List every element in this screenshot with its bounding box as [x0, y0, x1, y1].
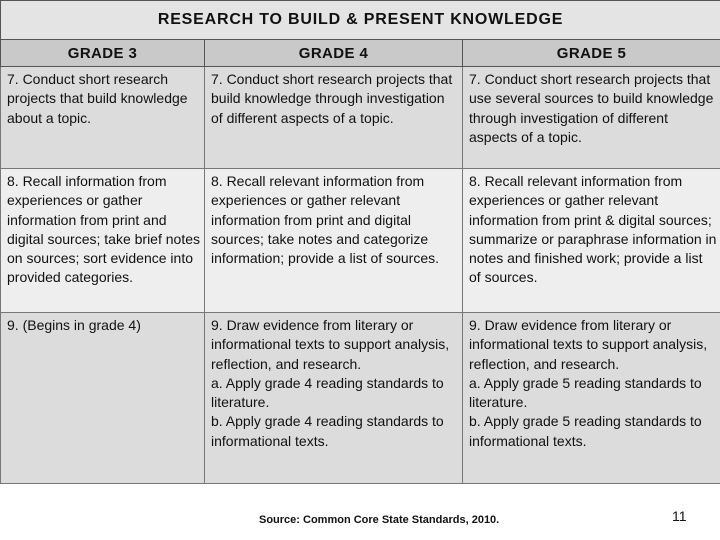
- cell-grade-4-standard-8: 8. Recall relevant information from experiences or gather relevant information from print and digital sources; take notes and categorize information; provide a list of sources.: [205, 169, 463, 313]
- source-citation: Source: Common Core State Standards, 2010.: [259, 514, 500, 526]
- cell-grade-4-standard-7: 7. Conduct short research projects that build knowledge through investigation of different aspects of a topic.: [205, 67, 463, 169]
- cell-grade-4-standard-9: 9. Draw evidence from literary or informational texts to support analysis, reflection, and research. a. Apply grade 4 reading standards to literature. b. Apply grade 4 reading standards to informational texts.: [205, 313, 463, 484]
- table-row-standard-8: [1, 169, 720, 313]
- cell-grade-3-standard-9: 9. (Begins in grade 4): [1, 313, 205, 484]
- cell-grade-5-standard-8: 8. Recall relevant information from experiences or gather relevant information from print & digital sources; summarize or paraphrase information in notes and finished work; provide a list of sources.: [463, 169, 720, 313]
- page-number: 11: [672, 508, 687, 524]
- header-grade-3: GRADE 3: [1, 40, 205, 67]
- table-row-standard-9: [1, 313, 720, 484]
- cell-grade-5-standard-7: 7. Conduct short research projects that use several sources to build knowledge through investigation of different aspects of a topic.: [463, 67, 720, 169]
- header-grade-5: GRADE 5: [463, 40, 720, 67]
- cell-grade-3-standard-8: 8. Recall information from experiences or gather information from print and digital sources; take brief notes on sources; sort evidence into provided categories.: [1, 169, 205, 313]
- cell-grade-3-standard-7: 7. Conduct short research projects that build knowledge about a topic.: [1, 67, 205, 169]
- cell-grade-5-standard-9: 9. Draw evidence from literary or informational texts to support analysis, reflection, and research. a. Apply grade 5 reading standards to literature. b. Apply grade 5 reading standards to informational texts.: [463, 313, 720, 484]
- table-row-standard-7: [1, 67, 720, 169]
- header-grade-4: GRADE 4: [205, 40, 463, 67]
- table-title: RESEARCH TO BUILD & PRESENT KNOWLEDGE: [1, 1, 720, 40]
